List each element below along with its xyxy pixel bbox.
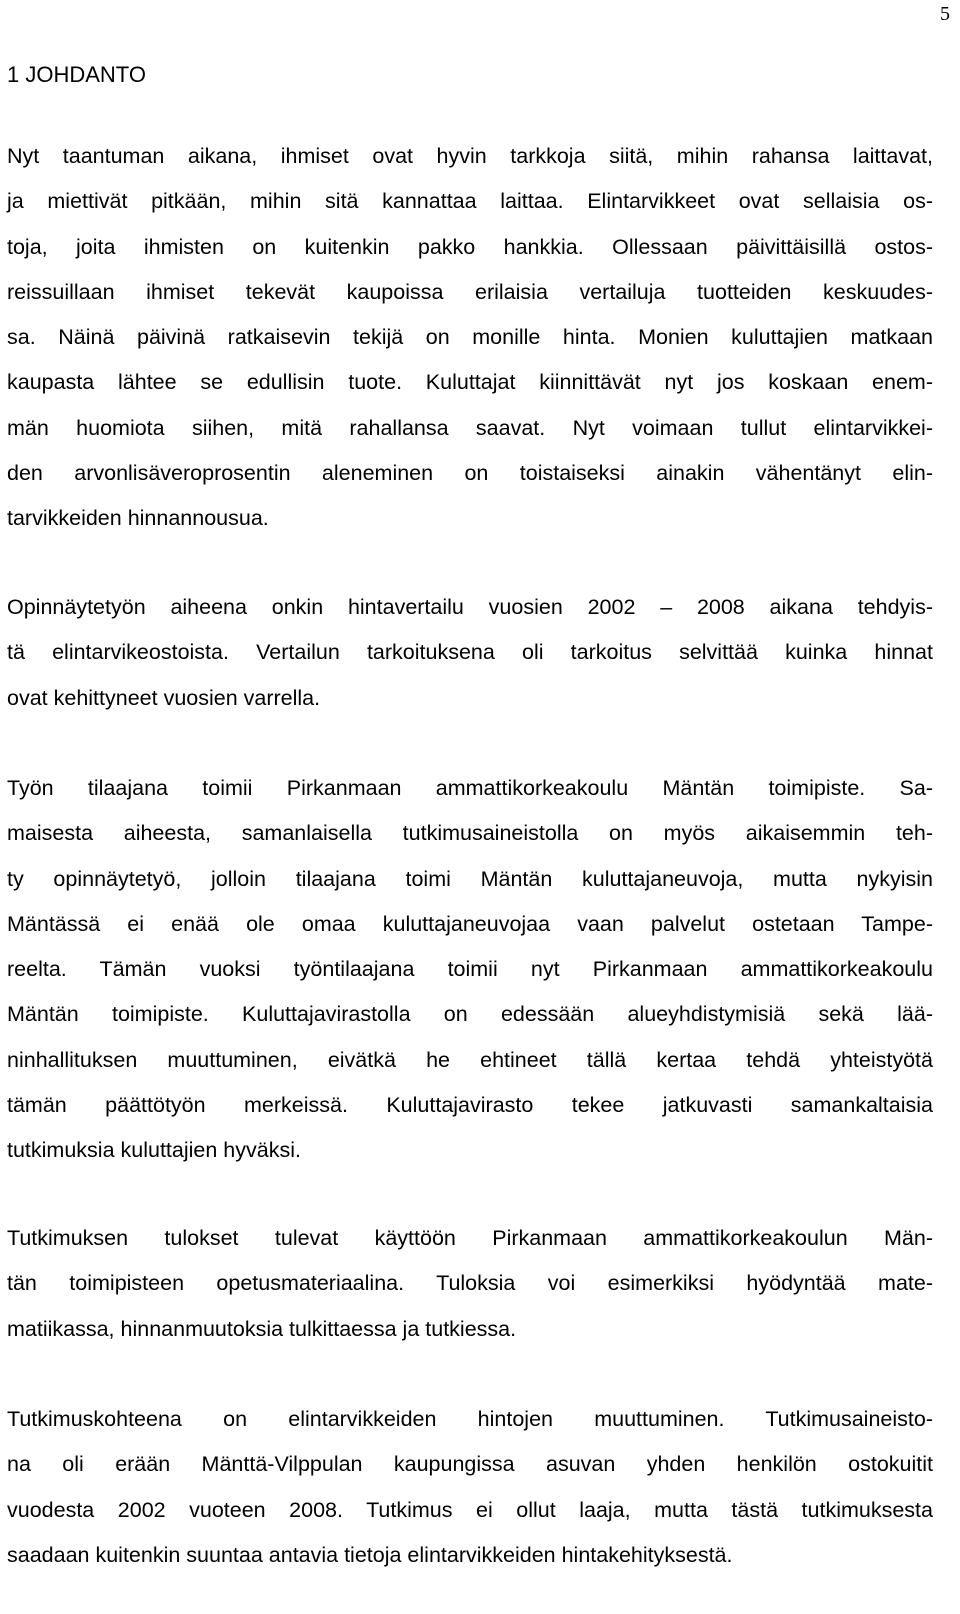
text-line: maisesta aiheesta, samanlaisella tutkimusaineistolla on myös aikaisemmin teh- xyxy=(7,821,933,846)
paragraph-4 xyxy=(7,1216,933,1352)
text-line: Tutkimuskohteena on elintarvikkeiden hintojen muuttuminen. Tutkimusaineisto- xyxy=(7,1407,933,1431)
text-line: ovat kehittyneet vuosien varrella. xyxy=(7,685,321,710)
text-line: matiikassa, hinnanmuutoksia tulkittaessa ja tutkiessa. xyxy=(7,1316,517,1341)
text-line: ninhallituksen muuttuminen, eivätkä he ehtineet tällä kertaa tehdä yhteistyötä xyxy=(7,1047,933,1072)
text-line: tän toimipisteen opetusmateriaalina. Tuloksia voi esimerkiksi hyödyntää mate- xyxy=(7,1271,933,1296)
text-line: tutkimuksia kuluttajien hyväksi. xyxy=(7,1138,301,1163)
paragraph-5 xyxy=(7,1397,933,1578)
section-heading: 1 JOHDANTO xyxy=(7,62,146,87)
paragraph-2 xyxy=(7,585,933,721)
text-line: män huomiota siihen, mitä rahallansa saavat. Nyt voimaan tullut elintarvikkei- xyxy=(7,415,933,440)
text-line: na oli erään Mänttä-Vilppulan kaupungissa asuvan yhden henkilön ostokuitit xyxy=(7,1452,933,1477)
text-line: Nyt taantuman aikana, ihmiset ovat hyvin tarkkoja siitä, mihin rahansa laittavat, xyxy=(7,144,933,168)
text-line: tarvikkeiden hinnannousua. xyxy=(7,506,269,531)
text-line: Opinnäytetyön aiheena onkin hintavertailu vuosien 2002 – 2008 aikana tehdyis- xyxy=(7,595,933,619)
text-line: toja, joita ihmisten on kuitenkin pakko hankkia. Ollessaan päivittäisillä ostos- xyxy=(7,234,933,259)
text-line: reissuillaan ihmiset tekevät kaupoissa erilaisia vertailuja tuotteiden keskuudes- xyxy=(7,279,933,304)
text-line: tä elintarvikeostoista. Vertailun tarkoituksena oli tarkoitus selvittää kuinka hinnat xyxy=(7,640,933,665)
paragraph-3 xyxy=(7,766,933,1174)
text-line: ja miettivät pitkään, mihin sitä kannattaa laittaa. Elintarvikkeet ovat sellaisia os- xyxy=(7,189,933,214)
text-line: reelta. Tämän vuoksi työntilaajana toimii nyt Pirkanmaan ammattikorkeakoulu xyxy=(7,957,933,982)
text-line: Työn tilaajana toimii Pirkanmaan ammattikorkeakoulu Mäntän toimipiste. Sa- xyxy=(7,776,933,800)
text-line: den arvonlisäveroprosentin aleneminen on toistaiseksi ainakin vähentänyt elin- xyxy=(7,461,933,486)
text-line: Mäntässä ei enää ole omaa kuluttajaneuvojaa vaan palvelut ostetaan Tampe- xyxy=(7,911,933,936)
text-line: tämän päättötyön merkeissä. Kuluttajavirasto tekee jatkuvasti samankaltaisia xyxy=(7,1093,933,1118)
text-line: ty opinnäytetyö, jolloin tilaajana toimi Mäntän kuluttajaneuvoja, mutta nykyisin xyxy=(7,866,933,891)
text-line: Mäntän toimipiste. Kuluttajavirastolla on edessään alueyhdistymisiä sekä lää- xyxy=(7,1002,933,1027)
text-line: sa. Näinä päivinä ratkaisevin tekijä on monille hinta. Monien kuluttajien matkaan xyxy=(7,325,933,350)
text-line: kaupasta lähtee se edullisin tuote. Kuluttajat kiinnittävät nyt jos koskaan enem- xyxy=(7,370,933,395)
text-line: saadaan kuitenkin suuntaa antavia tietoja elintarvikkeiden hintakehityksestä. xyxy=(7,1542,733,1567)
text-line: vuodesta 2002 vuoteen 2008. Tutkimus ei ollut laaja, mutta tästä tutkimuksesta xyxy=(7,1497,933,1522)
text-line: Tutkimuksen tulokset tulevat käyttöön Pirkanmaan ammattikorkeakoulun Män- xyxy=(7,1226,933,1250)
page-number: 5 xyxy=(940,3,950,25)
paragraph-1 xyxy=(7,134,933,542)
